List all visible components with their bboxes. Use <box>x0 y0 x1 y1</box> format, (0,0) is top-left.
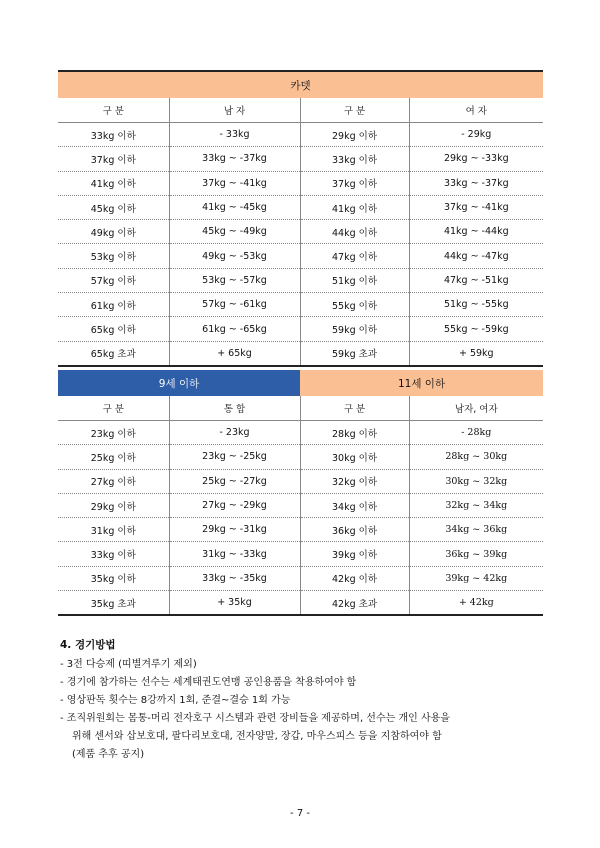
cadet-header-row <box>58 98 543 123</box>
table-row <box>58 293 543 317</box>
table-cell: - 33kg <box>169 123 300 147</box>
table-cell: 29kg 이하 <box>58 493 169 517</box>
table-cell: 37kg 이하 <box>300 171 409 195</box>
competition-method-section <box>60 636 550 764</box>
table-cell: 27kg 이하 <box>58 469 169 493</box>
table-cell: - 28kg <box>409 421 543 445</box>
table-row <box>58 341 543 366</box>
table-cell: 30kg 이하 <box>300 445 409 469</box>
table-cell: 29kg ~ -33kg <box>409 147 543 171</box>
header-male-female: 남자, 여자 <box>409 396 543 421</box>
table-cell: 41kg 이하 <box>300 195 409 219</box>
youth-header-row <box>58 396 543 421</box>
table-row <box>58 171 543 195</box>
table-cell: 35kg 이하 <box>58 566 169 590</box>
table-cell: 37kg 이하 <box>58 147 169 171</box>
youth-weight-table <box>58 370 543 616</box>
table-cell: 42kg 초과 <box>300 591 409 616</box>
list-item-continuation: 위해 센서와 삽보호대, 팔다리보호대, 전자양말, 장갑, 마우스피스 등을 지참하여야 함 <box>72 731 442 742</box>
header-category: 구 분 <box>58 396 169 421</box>
table-cell: 61kg ~ -65kg <box>169 317 300 341</box>
header-category: 구 분 <box>300 98 409 123</box>
table-cell: 55kg ~ -59kg <box>409 317 543 341</box>
table-cell: 32kg ~ 34kg <box>409 493 543 517</box>
table-cell: 59kg 이하 <box>300 317 409 341</box>
table-cell: 57kg 이하 <box>58 268 169 292</box>
table-cell: 53kg 이하 <box>58 244 169 268</box>
table-row <box>58 123 543 147</box>
table-row <box>58 542 543 566</box>
list-item: - 조직위원회는 몸통-머리 전자호구 시스템과 관련 장비들을 제공하며, 선수는 개인 사용을 <box>60 713 450 724</box>
table-cell: 23kg ~ -25kg <box>169 445 300 469</box>
page-number: - 7 - <box>290 808 310 819</box>
table-cell: 59kg 초과 <box>300 341 409 366</box>
table-cell: 34kg ~ 36kg <box>409 518 543 542</box>
table-cell: - 29kg <box>409 123 543 147</box>
table-cell: 33kg 이하 <box>58 542 169 566</box>
table-cell: 33kg 이하 <box>300 147 409 171</box>
table-row <box>58 445 543 469</box>
table-cell: 39kg 이하 <box>300 542 409 566</box>
table-cell: 57kg ~ -61kg <box>169 293 300 317</box>
table-cell: 61kg 이하 <box>58 293 169 317</box>
section-title: 4. 경기방법 <box>60 639 116 651</box>
table-cell: 32kg 이하 <box>300 469 409 493</box>
header-category: 구 분 <box>58 98 169 123</box>
under-11-title: 11세 이하 <box>300 370 543 396</box>
table-cell: 37kg ~ -41kg <box>409 195 543 219</box>
table-row <box>58 469 543 493</box>
table-cell: 37kg ~ -41kg <box>169 171 300 195</box>
table-cell: 47kg ~ -51kg <box>409 268 543 292</box>
list-item: - 경기에 참가하는 선수는 세계태권도연맹 공인용품을 착용하여야 함 <box>60 677 357 688</box>
header-female: 여 자 <box>409 98 543 123</box>
table-cell: 29kg ~ -31kg <box>169 518 300 542</box>
table-cell: - 23kg <box>169 421 300 445</box>
header-combined: 통 합 <box>169 396 300 421</box>
table-row <box>58 421 543 445</box>
table-cell: 53kg ~ -57kg <box>169 268 300 292</box>
table-cell: 42kg 이하 <box>300 566 409 590</box>
table-cell: + 59kg <box>409 341 543 366</box>
table-cell: 33kg ~ -35kg <box>169 566 300 590</box>
table-cell: 28kg 이하 <box>300 421 409 445</box>
table-cell: 49kg ~ -53kg <box>169 244 300 268</box>
table-cell: 44kg 이하 <box>300 220 409 244</box>
under-9-title: 9세 이하 <box>58 370 300 396</box>
table-cell: 31kg 이하 <box>58 518 169 542</box>
table-cell: 29kg 이하 <box>300 123 409 147</box>
table-row <box>58 220 543 244</box>
table-cell: 45kg 이하 <box>58 195 169 219</box>
table-row <box>58 268 543 292</box>
table-cell: 39kg ~ 42kg <box>409 566 543 590</box>
table-cell: 55kg 이하 <box>300 293 409 317</box>
table-row <box>58 147 543 171</box>
list-item: - 3전 다승제 (띠별겨루기 제외) <box>60 659 197 670</box>
table-cell: 25kg 이하 <box>58 445 169 469</box>
table-row <box>58 566 543 590</box>
table-cell: 23kg 이하 <box>58 421 169 445</box>
table-cell: 51kg 이하 <box>300 268 409 292</box>
table-cell: 47kg 이하 <box>300 244 409 268</box>
list-item-continuation: (제품 추후 공지) <box>72 749 145 760</box>
table-cell: 49kg 이하 <box>58 220 169 244</box>
cadet-title: 카뎃 <box>58 71 543 98</box>
table-cell: 33kg ~ -37kg <box>169 147 300 171</box>
table-cell: 65kg 초과 <box>90 349 136 361</box>
table-cell: 33kg 이하 <box>58 123 169 147</box>
table-cell: 51kg ~ -55kg <box>409 293 543 317</box>
table-row <box>58 591 543 616</box>
header-category: 구 분 <box>300 396 409 421</box>
list-item: - 영상판독 횟수는 8강까지 1회, 준결~결승 1회 가능 <box>60 695 291 706</box>
table-cell: 34kg 이하 <box>300 493 409 517</box>
table-cell: 41kg ~ -44kg <box>409 220 543 244</box>
table-row <box>58 518 543 542</box>
cadet-weight-table <box>58 70 543 367</box>
table-row <box>58 195 543 219</box>
table-cell: 41kg 이하 <box>58 171 169 195</box>
table-cell: 27kg ~ -29kg <box>169 493 300 517</box>
table-cell: 31kg ~ -33kg <box>169 542 300 566</box>
table-cell: 28kg ~ 30kg <box>409 445 543 469</box>
header-male: 남 자 <box>169 98 300 123</box>
table-row <box>58 244 543 268</box>
table-row <box>58 317 543 341</box>
table-cell: + 42kg <box>409 591 543 616</box>
table-cell: 33kg ~ -37kg <box>409 171 543 195</box>
table-row <box>58 493 543 517</box>
table-cell: 30kg ~ 32kg <box>409 469 543 493</box>
table-cell: 36kg ~ 39kg <box>409 542 543 566</box>
table-cell: 36kg 이하 <box>300 518 409 542</box>
table-cell: 44kg ~ -47kg <box>409 244 543 268</box>
table-cell: 65kg 이하 <box>58 317 169 341</box>
table-cell: + 35kg <box>169 591 300 616</box>
table-cell: 45kg ~ -49kg <box>169 220 300 244</box>
table-cell: 35kg 초과 <box>90 598 136 610</box>
table-cell: 41kg ~ -45kg <box>169 195 300 219</box>
table-cell: 25kg ~ -27kg <box>169 469 300 493</box>
table-cell: + 65kg <box>169 341 300 366</box>
